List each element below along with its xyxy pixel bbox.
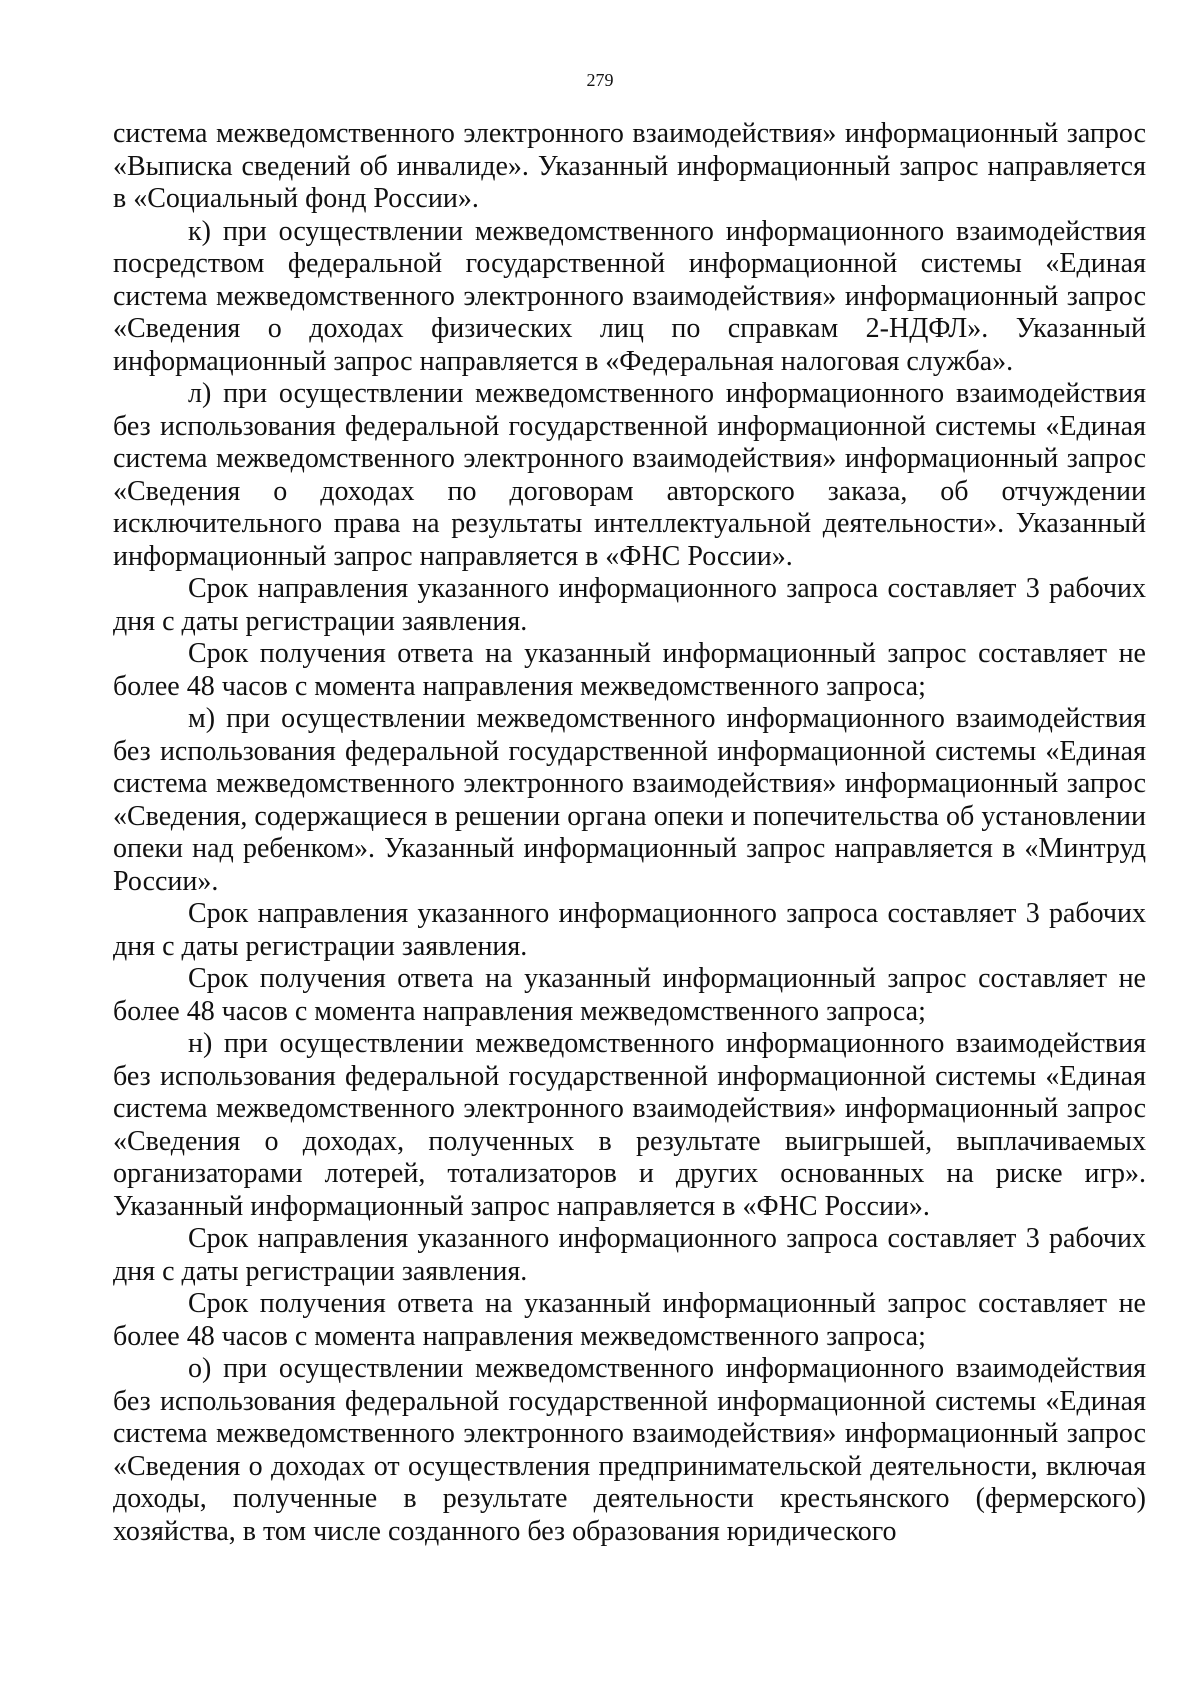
document-body xyxy=(113,118,1146,1548)
paragraph-request-deadline: Срок направления указанного информационного запроса составляет 3 рабочих дня с даты регистрации заявления. xyxy=(113,1223,1146,1287)
page-number: 279 xyxy=(586,70,614,90)
paragraph-item-n: н) при осуществлении межведомственного информационного взаимодействия без использования федеральной государственной информационной системы «Единая система межведомственного электронного взаимодействия» информационный запрос «Сведения о доходах, полученных в результате выигрышей, выплачиваемых организаторами лотерей, тотализаторов и других основанных на риске игр». Указанный информационный запрос направляется в «ФНС России». xyxy=(113,1028,1146,1222)
paragraph-item-k: к) при осуществлении межведомственного информационного взаимодействия посредством федеральной государственной информационной системы «Единая система межведомственного электронного взаимодействия» информационный запрос «Сведения о доходах физических лиц по справкам 2-НДФЛ». Указанный информационный запрос направляется в «Федеральная налоговая служба». xyxy=(113,215,1146,377)
paragraph-item-l: л) при осуществлении межведомственного информационного взаимодействия без использования федеральной государственной информационной системы «Единая система межведомственного электронного взаимодействия» информационный запрос «Сведения о доходах по договорам авторского заказа, об отчуждении исключительного права на результаты интеллектуальной деятельности». Указанный информационный запрос направляется в «ФНС России». xyxy=(113,378,1146,572)
paragraph-request-deadline: Срок направления указанного информационного запроса составляет 3 рабочих дня с даты регистрации заявления. xyxy=(113,573,1146,637)
paragraph-continuation: система межведомственного электронного взаимодействия» информационный запрос «Выписка сведений об инвалиде». Указанный информационный запрос направляется в «Социальный фонд России». xyxy=(113,118,1146,214)
paragraph-response-deadline: Срок получения ответа на указанный информационный запрос составляет не более 48 часов с момента направления межведомственного запроса; xyxy=(113,963,1146,1027)
paragraph-response-deadline: Срок получения ответа на указанный информационный запрос составляет не более 48 часов с момента направления межведомственного запроса; xyxy=(113,638,1146,702)
paragraph-item-o: о) при осуществлении межведомственного информационного взаимодействия без использования федеральной государственной информационной системы «Единая система межведомственного электронного взаимодействия» информационный запрос «Сведения о доходах от осуществления предпринимательской деятельности, включая доходы, полученные в результате деятельности крестьянского (фермерского) хозяйства, в том числе созданного без образования юридического xyxy=(113,1353,1146,1547)
paragraph-response-deadline: Срок получения ответа на указанный информационный запрос составляет не более 48 часов с момента направления межведомственного запроса; xyxy=(113,1288,1146,1352)
paragraph-request-deadline: Срок направления указанного информационного запроса составляет 3 рабочих дня с даты регистрации заявления. xyxy=(113,898,1146,962)
paragraph-item-m: м) при осуществлении межведомственного информационного взаимодействия без использования федеральной государственной информационной системы «Единая система межведомственного электронного взаимодействия» информационный запрос «Сведения, содержащиеся в решении органа опеки и попечительства об установлении опеки над ребенком». Указанный информационный запрос направляется в «Минтруд России». xyxy=(113,703,1146,897)
